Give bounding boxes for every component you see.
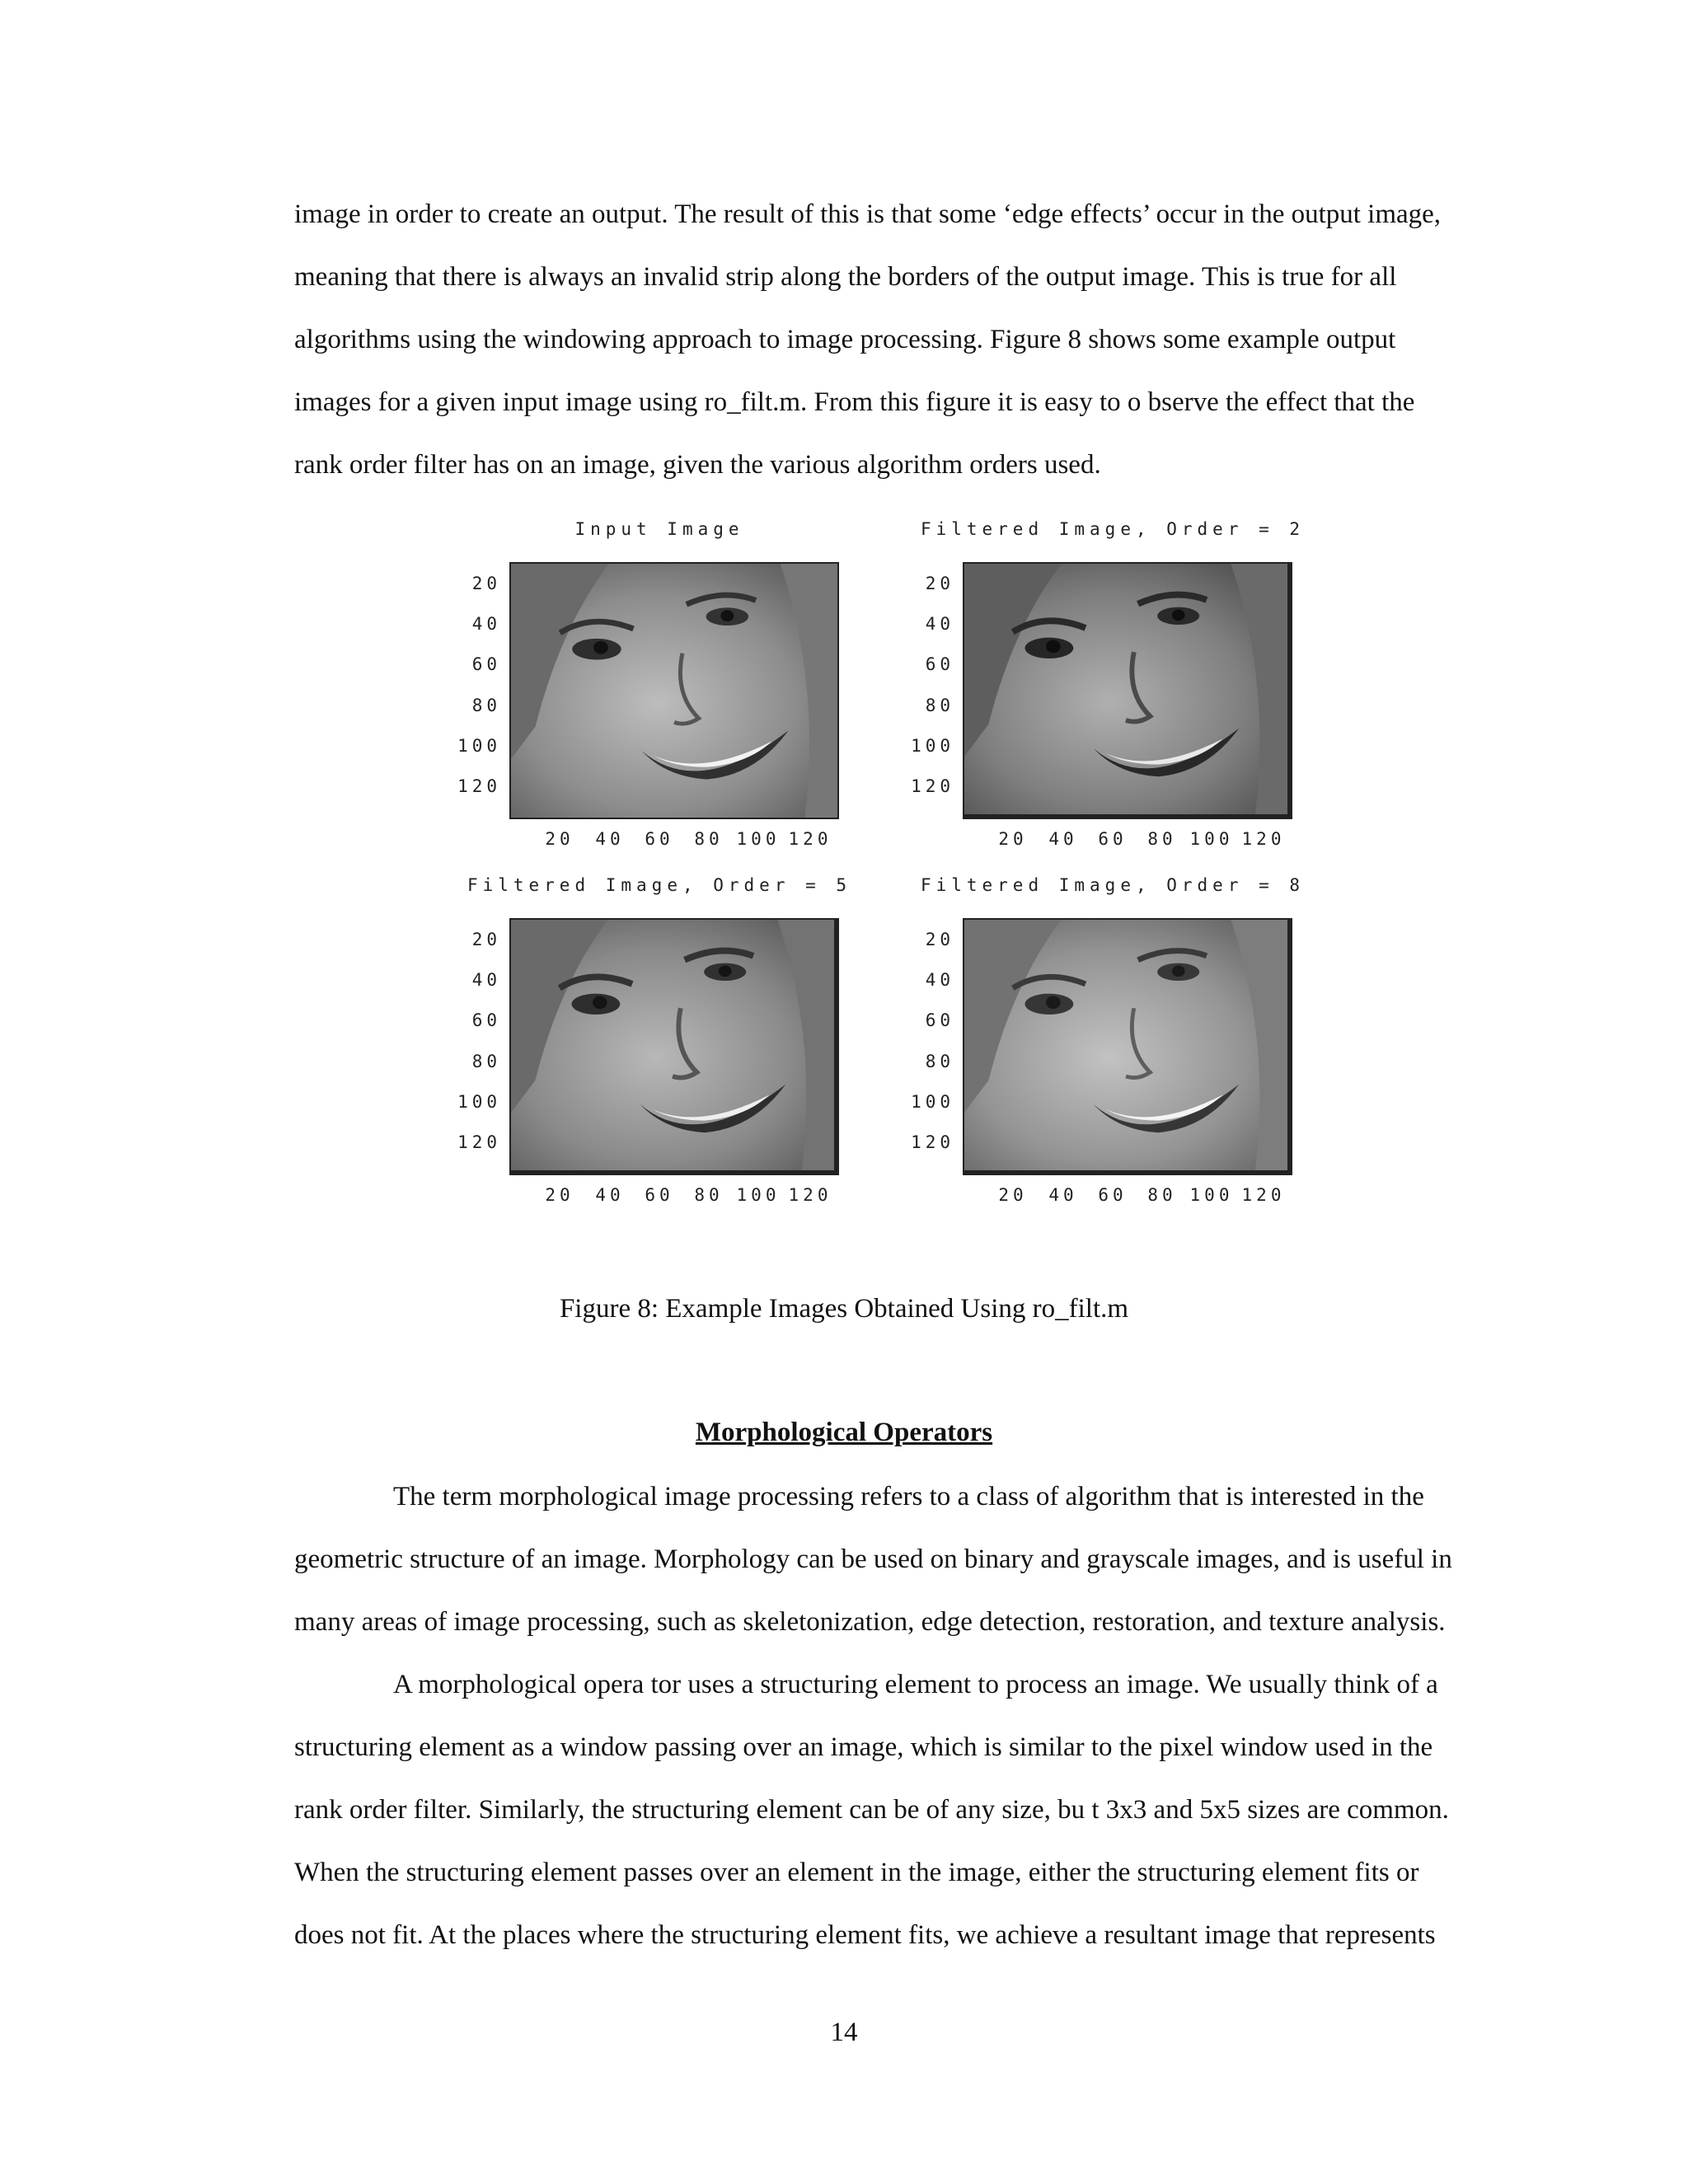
x-tick: 20: [545, 829, 574, 849]
text-line: does not fit. At the places where the structuring element fits, we achieve a resultant image that represents: [294, 1920, 1436, 1950]
y-tick: 60: [925, 1010, 954, 1030]
y-tick: 80: [471, 696, 501, 715]
text-line: rank order filter. Similarly, the structuring element can be of any size, bu t 3x3 and 5x5 sizes are common.: [294, 1795, 1449, 1825]
text-line: many areas of image processing, such as skeletonization, edge detection, restoration, and texture analysis.: [294, 1607, 1446, 1637]
y-tick: 100: [911, 736, 954, 756]
y-tick: 120: [911, 776, 954, 796]
x-tick: 40: [595, 1185, 625, 1205]
figure-8: [445, 519, 1311, 1228]
y-tick: 100: [457, 736, 501, 756]
face-image-order-5: [509, 918, 839, 1175]
y-tick: 40: [471, 614, 501, 634]
y-tick: 60: [925, 654, 954, 674]
y-tick: 60: [471, 1010, 501, 1030]
x-tick: 20: [998, 1185, 1028, 1205]
plot-filtered-order-8: [898, 875, 1327, 1230]
text-line: The term morphological image processing refers to a class of algorithm that is interested in the: [393, 1482, 1424, 1511]
x-tick: 40: [1048, 829, 1078, 849]
y-tick: 20: [471, 930, 501, 949]
x-tick: 60: [1098, 1185, 1128, 1205]
plot-title: Input Image: [574, 519, 744, 539]
x-tick: 80: [694, 1185, 724, 1205]
y-tick: 120: [911, 1132, 954, 1152]
y-tick: 40: [471, 970, 501, 990]
x-tick: 100: [736, 829, 781, 849]
x-tick: 40: [595, 829, 625, 849]
y-tick: 80: [471, 1052, 501, 1071]
x-tick: 100: [1189, 829, 1234, 849]
face-photo: [511, 920, 834, 1170]
y-tick: 100: [911, 1092, 954, 1112]
face-photo: [964, 564, 1287, 814]
text-line: images for a given input image using ro_filt.m. From this figure it is easy to o bserve the effect that the: [294, 387, 1415, 417]
y-tick: 40: [925, 614, 954, 634]
text-line: image in order to create an output. The result of this is that some ‘edge effects’ occur in the output image,: [294, 199, 1442, 229]
x-tick: 40: [1048, 1185, 1078, 1205]
x-tick: 120: [788, 1185, 832, 1205]
paragraph-edge-effects: [294, 183, 1465, 496]
text-line: structuring element as a window passing over an image, which is similar to the pixel window used in the: [294, 1732, 1433, 1762]
x-tick: 100: [1189, 1185, 1234, 1205]
paragraph-structuring-element: [294, 1653, 1465, 1966]
text-line: A morphological opera tor uses a structuring element to process an image. We usually think of a: [393, 1670, 1438, 1699]
x-tick: 80: [1147, 1185, 1177, 1205]
y-tick: 120: [457, 776, 501, 796]
plot-title: Filtered Image, Order = 2: [920, 519, 1306, 539]
y-tick: 40: [925, 970, 954, 990]
x-tick: 20: [998, 829, 1028, 849]
x-tick: 20: [545, 1185, 574, 1205]
text-line: meaning that there is always an invalid strip along the borders of the output image. This is true for all: [294, 262, 1397, 292]
section-heading: Morphological Operators: [695, 1418, 993, 1447]
x-tick: 100: [736, 1185, 781, 1205]
text-line: rank order filter has on an image, given the various algorithm orders used.: [294, 450, 1101, 480]
x-tick: 60: [1098, 829, 1128, 849]
figure-caption: Figure 8: Example Images Obtained Using ro_filt.m: [559, 1294, 1129, 1324]
y-tick: 20: [471, 574, 501, 593]
x-tick: 80: [694, 829, 724, 849]
x-tick: 120: [1241, 1185, 1286, 1205]
plot-filtered-order-5: [445, 875, 874, 1230]
paragraph-morphology-intro: [294, 1465, 1465, 1653]
page-number: 14: [830, 2018, 858, 2047]
x-tick: 60: [645, 829, 674, 849]
y-tick: 20: [925, 574, 954, 593]
plot-filtered-order-2: [898, 519, 1327, 874]
y-tick: 20: [925, 930, 954, 949]
text-line: geometric structure of an image. Morphology can be used on binary and grayscale images, and is useful in: [294, 1544, 1452, 1574]
x-tick: 80: [1147, 829, 1177, 849]
x-tick: 60: [645, 1185, 674, 1205]
plot-title: Filtered Image, Order = 5: [467, 875, 852, 895]
plot-input-image: [445, 519, 874, 874]
face-photo: [511, 564, 837, 818]
y-tick: 100: [457, 1092, 501, 1112]
face-image-order-8: [963, 918, 1292, 1175]
face-image-order-2: [963, 562, 1292, 819]
plot-title: Filtered Image, Order = 8: [920, 875, 1306, 895]
text-line: algorithms using the windowing approach to image processing. Figure 8 shows some example output: [294, 325, 1396, 354]
y-tick: 60: [471, 654, 501, 674]
x-tick: 120: [1241, 829, 1286, 849]
face-photo: [964, 920, 1287, 1170]
y-tick: 80: [925, 1052, 954, 1071]
y-tick: 80: [925, 696, 954, 715]
x-tick: 120: [788, 829, 832, 849]
y-tick: 120: [457, 1132, 501, 1152]
face-image-input: [509, 562, 839, 819]
text-line: When the structuring element passes over an element in the image, either the structuring element fits or: [294, 1858, 1419, 1887]
